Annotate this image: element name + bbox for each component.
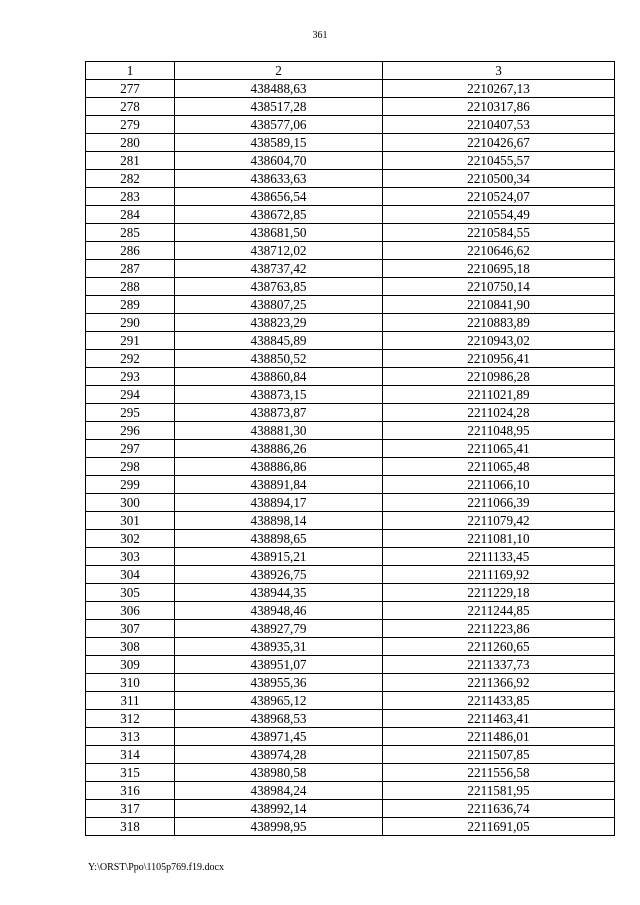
- table-row: [86, 494, 615, 512]
- column-header-2: 2: [175, 62, 383, 80]
- cell-point-number: 301: [86, 512, 175, 530]
- cell-y-coordinate: 2211433,85: [383, 692, 615, 710]
- table-row: [86, 206, 615, 224]
- cell-x-coordinate: 438850,52: [175, 350, 383, 368]
- cell-y-coordinate: 2211065,48: [383, 458, 615, 476]
- cell-point-number: 285: [86, 224, 175, 242]
- table-row: [86, 710, 615, 728]
- cell-y-coordinate: 2210750,14: [383, 278, 615, 296]
- cell-point-number: 294: [86, 386, 175, 404]
- cell-point-number: 286: [86, 242, 175, 260]
- table-row: [86, 728, 615, 746]
- cell-x-coordinate: 438926,75: [175, 566, 383, 584]
- table-row: [86, 638, 615, 656]
- cell-x-coordinate: 438881,30: [175, 422, 383, 440]
- cell-y-coordinate: 2211463,41: [383, 710, 615, 728]
- cell-x-coordinate: 438737,42: [175, 260, 383, 278]
- cell-x-coordinate: 438965,12: [175, 692, 383, 710]
- cell-point-number: 283: [86, 188, 175, 206]
- cell-y-coordinate: 2210407,53: [383, 116, 615, 134]
- cell-point-number: 300: [86, 494, 175, 512]
- cell-x-coordinate: 438672,85: [175, 206, 383, 224]
- table-row: [86, 170, 615, 188]
- cell-x-coordinate: 438656,54: [175, 188, 383, 206]
- cell-point-number: 312: [86, 710, 175, 728]
- table-row: [86, 656, 615, 674]
- cell-point-number: 310: [86, 674, 175, 692]
- table-header-row: [86, 62, 615, 80]
- cell-point-number: 306: [86, 602, 175, 620]
- cell-x-coordinate: 438517,28: [175, 98, 383, 116]
- cell-y-coordinate: 2211066,39: [383, 494, 615, 512]
- table-row: [86, 332, 615, 350]
- cell-point-number: 304: [86, 566, 175, 584]
- table-row: [86, 476, 615, 494]
- cell-y-coordinate: 2211133,45: [383, 548, 615, 566]
- cell-point-number: 279: [86, 116, 175, 134]
- table-row: [86, 530, 615, 548]
- cell-y-coordinate: 2211366,92: [383, 674, 615, 692]
- cell-x-coordinate: 438974,28: [175, 746, 383, 764]
- table-row: [86, 80, 615, 98]
- table-row: [86, 602, 615, 620]
- table-row: [86, 422, 615, 440]
- cell-point-number: 307: [86, 620, 175, 638]
- cell-point-number: 316: [86, 782, 175, 800]
- cell-y-coordinate: 2211260,65: [383, 638, 615, 656]
- cell-x-coordinate: 438712,02: [175, 242, 383, 260]
- cell-point-number: 289: [86, 296, 175, 314]
- table-row: [86, 188, 615, 206]
- cell-y-coordinate: 2211021,89: [383, 386, 615, 404]
- cell-x-coordinate: 438984,24: [175, 782, 383, 800]
- table-row: [86, 620, 615, 638]
- cell-y-coordinate: 2210584,55: [383, 224, 615, 242]
- cell-point-number: 303: [86, 548, 175, 566]
- table-row: [86, 296, 615, 314]
- table-row: [86, 746, 615, 764]
- table-row: [86, 458, 615, 476]
- cell-y-coordinate: 2211229,18: [383, 584, 615, 602]
- cell-y-coordinate: 2210986,28: [383, 368, 615, 386]
- cell-point-number: 317: [86, 800, 175, 818]
- cell-x-coordinate: 438998,95: [175, 818, 383, 836]
- cell-x-coordinate: 438845,89: [175, 332, 383, 350]
- cell-point-number: 291: [86, 332, 175, 350]
- cell-x-coordinate: 438935,31: [175, 638, 383, 656]
- cell-x-coordinate: 438577,06: [175, 116, 383, 134]
- cell-y-coordinate: 2211244,85: [383, 602, 615, 620]
- table-row: [86, 152, 615, 170]
- cell-x-coordinate: 438860,84: [175, 368, 383, 386]
- coordinates-table: [85, 61, 615, 836]
- cell-y-coordinate: 2211024,28: [383, 404, 615, 422]
- cell-y-coordinate: 2211048,95: [383, 422, 615, 440]
- cell-x-coordinate: 438886,26: [175, 440, 383, 458]
- cell-x-coordinate: 438980,58: [175, 764, 383, 782]
- cell-point-number: 288: [86, 278, 175, 296]
- cell-point-number: 284: [86, 206, 175, 224]
- cell-x-coordinate: 438823,29: [175, 314, 383, 332]
- cell-x-coordinate: 438681,50: [175, 224, 383, 242]
- cell-point-number: 302: [86, 530, 175, 548]
- table-row: [86, 764, 615, 782]
- cell-x-coordinate: 438488,63: [175, 80, 383, 98]
- cell-x-coordinate: 438633,63: [175, 170, 383, 188]
- cell-point-number: 315: [86, 764, 175, 782]
- cell-point-number: 290: [86, 314, 175, 332]
- cell-y-coordinate: 2211507,85: [383, 746, 615, 764]
- cell-x-coordinate: 438873,15: [175, 386, 383, 404]
- cell-y-coordinate: 2211223,86: [383, 620, 615, 638]
- cell-x-coordinate: 438891,84: [175, 476, 383, 494]
- cell-point-number: 292: [86, 350, 175, 368]
- table-row: [86, 242, 615, 260]
- table-row: [86, 260, 615, 278]
- table-row: [86, 404, 615, 422]
- cell-point-number: 305: [86, 584, 175, 602]
- cell-point-number: 280: [86, 134, 175, 152]
- cell-y-coordinate: 2211081,10: [383, 530, 615, 548]
- cell-point-number: 318: [86, 818, 175, 836]
- cell-y-coordinate: 2210554,49: [383, 206, 615, 224]
- cell-x-coordinate: 438886,86: [175, 458, 383, 476]
- table-row: [86, 98, 615, 116]
- table-row: [86, 818, 615, 836]
- cell-point-number: 293: [86, 368, 175, 386]
- cell-y-coordinate: 2211486,01: [383, 728, 615, 746]
- cell-x-coordinate: 438873,87: [175, 404, 383, 422]
- cell-point-number: 308: [86, 638, 175, 656]
- cell-point-number: 299: [86, 476, 175, 494]
- table-row: [86, 278, 615, 296]
- cell-y-coordinate: 2210455,57: [383, 152, 615, 170]
- table-row: [86, 800, 615, 818]
- cell-y-coordinate: 2210524,07: [383, 188, 615, 206]
- cell-point-number: 297: [86, 440, 175, 458]
- cell-point-number: 311: [86, 692, 175, 710]
- cell-point-number: 278: [86, 98, 175, 116]
- cell-x-coordinate: 438927,79: [175, 620, 383, 638]
- cell-point-number: 309: [86, 656, 175, 674]
- cell-point-number: 282: [86, 170, 175, 188]
- cell-y-coordinate: 2210426,67: [383, 134, 615, 152]
- cell-y-coordinate: 2210500,34: [383, 170, 615, 188]
- cell-x-coordinate: 438951,07: [175, 656, 383, 674]
- column-header-1: 1: [86, 62, 175, 80]
- cell-x-coordinate: 438807,25: [175, 296, 383, 314]
- table-row: [86, 314, 615, 332]
- cell-x-coordinate: 438763,85: [175, 278, 383, 296]
- cell-point-number: 277: [86, 80, 175, 98]
- cell-y-coordinate: 2210646,62: [383, 242, 615, 260]
- table-row: [86, 440, 615, 458]
- table-row: [86, 548, 615, 566]
- page-number: 361: [312, 30, 328, 41]
- cell-y-coordinate: 2211066,10: [383, 476, 615, 494]
- cell-x-coordinate: 438968,53: [175, 710, 383, 728]
- cell-y-coordinate: 2210317,86: [383, 98, 615, 116]
- cell-y-coordinate: 2211636,74: [383, 800, 615, 818]
- cell-y-coordinate: 2211065,41: [383, 440, 615, 458]
- cell-x-coordinate: 438971,45: [175, 728, 383, 746]
- cell-y-coordinate: 2211556,58: [383, 764, 615, 782]
- cell-x-coordinate: 438944,35: [175, 584, 383, 602]
- cell-x-coordinate: 438898,14: [175, 512, 383, 530]
- cell-y-coordinate: 2211337,73: [383, 656, 615, 674]
- cell-x-coordinate: 438955,36: [175, 674, 383, 692]
- cell-x-coordinate: 438948,46: [175, 602, 383, 620]
- cell-point-number: 298: [86, 458, 175, 476]
- cell-y-coordinate: 2211691,05: [383, 818, 615, 836]
- table-row: [86, 386, 615, 404]
- cell-y-coordinate: 2211169,92: [383, 566, 615, 584]
- table-row: [86, 224, 615, 242]
- footer-file-path: Y:\ORST\Ppo\1105p769.f19.docx: [88, 862, 224, 873]
- table-row: [86, 134, 615, 152]
- cell-x-coordinate: 438915,21: [175, 548, 383, 566]
- cell-point-number: 295: [86, 404, 175, 422]
- cell-x-coordinate: 438992,14: [175, 800, 383, 818]
- cell-x-coordinate: 438604,70: [175, 152, 383, 170]
- table-row: [86, 584, 615, 602]
- cell-x-coordinate: 438898,65: [175, 530, 383, 548]
- cell-point-number: 314: [86, 746, 175, 764]
- cell-point-number: 287: [86, 260, 175, 278]
- cell-y-coordinate: 2210841,90: [383, 296, 615, 314]
- table-row: [86, 674, 615, 692]
- table-row: [86, 350, 615, 368]
- table-row: [86, 692, 615, 710]
- cell-y-coordinate: 2211079,42: [383, 512, 615, 530]
- cell-y-coordinate: 2211581,95: [383, 782, 615, 800]
- cell-y-coordinate: 2210956,41: [383, 350, 615, 368]
- cell-x-coordinate: 438589,15: [175, 134, 383, 152]
- cell-y-coordinate: 2210943,02: [383, 332, 615, 350]
- cell-y-coordinate: 2210695,18: [383, 260, 615, 278]
- table-row: [86, 566, 615, 584]
- cell-point-number: 281: [86, 152, 175, 170]
- table-row: [86, 368, 615, 386]
- cell-y-coordinate: 2210883,89: [383, 314, 615, 332]
- table-row: [86, 116, 615, 134]
- table-row: [86, 782, 615, 800]
- cell-y-coordinate: 2210267,13: [383, 80, 615, 98]
- cell-x-coordinate: 438894,17: [175, 494, 383, 512]
- cell-point-number: 296: [86, 422, 175, 440]
- table-row: [86, 512, 615, 530]
- column-header-3: 3: [383, 62, 615, 80]
- cell-point-number: 313: [86, 728, 175, 746]
